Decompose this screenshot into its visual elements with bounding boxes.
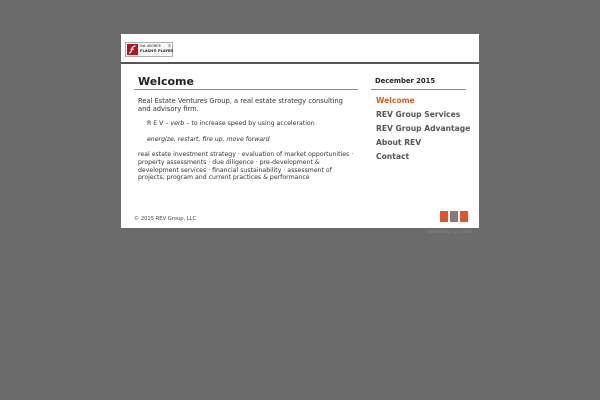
logo-square-3 [460, 211, 468, 222]
rev-definition-text: – to increase speed by using acceleration [184, 120, 315, 127]
page-container [121, 34, 479, 228]
rev-verb: verb [170, 120, 185, 127]
logo-square-2 [450, 211, 458, 222]
intro-text: Real Estate Ventures Group, a real estate strategy consulting and advisory firm. [138, 97, 343, 113]
nav-item-rev-group-advantage[interactable]: REV Group Advantage [376, 124, 471, 133]
copyright-text: © 2015 REV Group, LLC [134, 216, 197, 222]
rev-word: R E V [147, 120, 164, 127]
get-flash-player-badge[interactable] [125, 42, 173, 57]
webdesign-credit-link[interactable]: Webdesign by Simin [428, 230, 474, 235]
services-list: real estate investment strategy · evaluation of market opportunities · property assessments · due diligence · pre-development & development services · financial sustainability · assessment of projects, program and current practices & performance [138, 151, 354, 182]
nav-item-contact[interactable]: Contact [376, 152, 410, 161]
nav-item-about-rev[interactable]: About REV [376, 138, 422, 147]
close-icon[interactable]: x [168, 43, 171, 49]
page-title: Welcome [138, 75, 194, 88]
sidebar-divider [371, 89, 466, 90]
rev-separator: – [163, 120, 171, 127]
flash-icon [127, 44, 138, 55]
sidebar-nav [376, 96, 470, 166]
date-label: December 2015 [375, 77, 436, 85]
nav-item-welcome[interactable]: Welcome [376, 96, 415, 105]
nav-item-rev-group-services[interactable]: REV Group Services [376, 110, 461, 119]
main-content [138, 97, 356, 182]
rev-definition [147, 120, 356, 128]
motto-text: energize, restart, fire up, move forward [147, 136, 270, 143]
title-divider [134, 89, 358, 90]
flash-badge-bottom-text: FLASH® PLAYER [140, 49, 174, 53]
flash-badge-top-text: Get ADOBE® [140, 44, 162, 48]
logo-square-1 [440, 211, 448, 222]
top-bar [121, 34, 479, 64]
